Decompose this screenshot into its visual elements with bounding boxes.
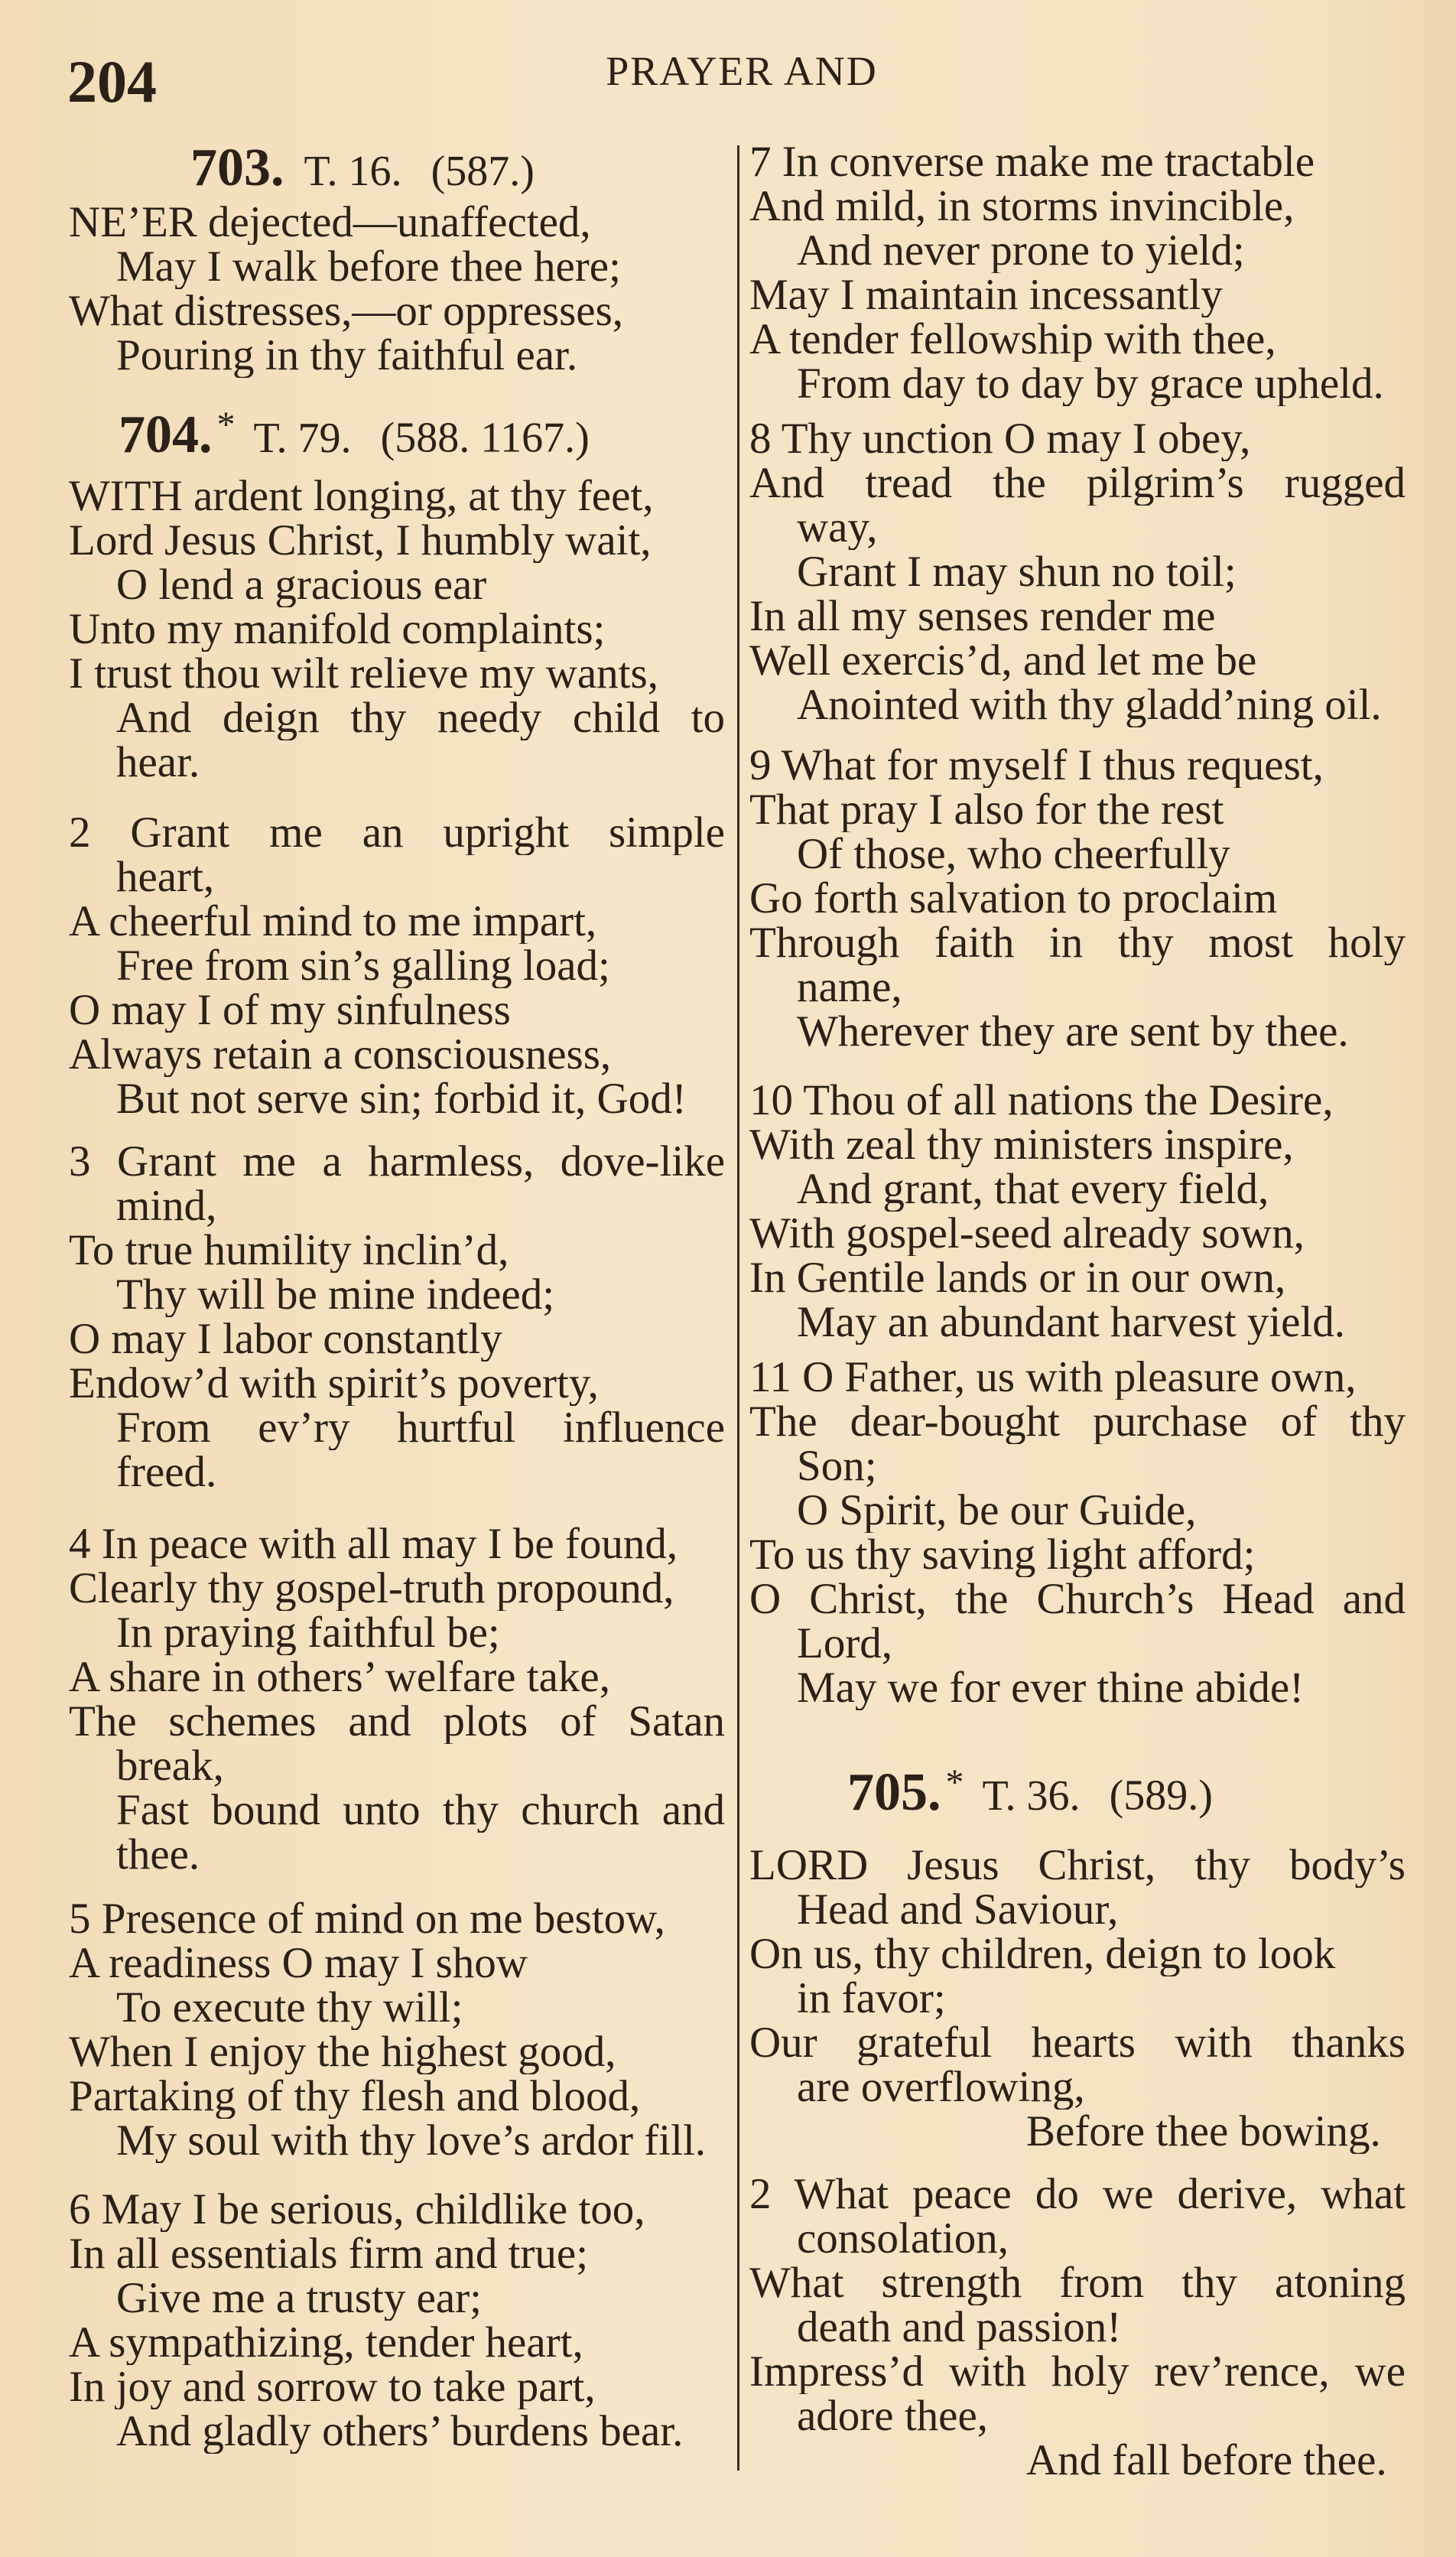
hymn-header-704 — [119, 404, 590, 466]
verse-line: With gospel-seed already sown, — [749, 1212, 1305, 1256]
verse-line: Always retain a consciousness, — [69, 1033, 612, 1077]
verse-line: O may I labor constantly — [69, 1317, 502, 1361]
verse-line: WITH ardent longing, at thy feet, — [69, 474, 654, 519]
verse-line: On us, thy children, deign to look — [749, 1932, 1336, 1976]
hymn-number: 704. — [119, 405, 213, 464]
verse-line: In joy and sorrow to take part, — [69, 2365, 596, 2409]
page-number: 204 — [67, 48, 157, 115]
verse-line: In all essentials firm and true; — [69, 2232, 589, 2276]
verse-line: 10 Thou of all nations the Desire, — [749, 1078, 1334, 1123]
verse-line: Give me a trusty ear; — [116, 2276, 482, 2321]
verse-line: O lend a gracious ear — [116, 563, 487, 607]
stanza — [749, 1843, 1406, 2154]
verse-line: A tender fellowship with thee, — [749, 317, 1276, 362]
verse-line: death and passion! — [797, 2305, 1122, 2350]
verse-line: From ev’ry hurtful influence — [116, 1406, 725, 1450]
hymn-header-705 — [847, 1762, 1213, 1823]
verse-line: O Spirit, be our Guide, — [797, 1488, 1197, 1533]
verse-line: Lord, — [797, 1622, 893, 1666]
verse-line: May we for ever thine abide! — [797, 1666, 1305, 1710]
verse-line: Partaking of thy flesh and blood, — [69, 2074, 641, 2119]
stanza — [69, 200, 725, 378]
verse-line: break, — [116, 1744, 224, 1788]
stanza — [749, 1078, 1406, 1345]
verse-line: 4 In peace with all may I be found, — [69, 1522, 678, 1566]
tune-number: T. 79. — [253, 414, 352, 462]
verse-line: 2 Grant me an upright simple — [69, 811, 725, 855]
verse-line: Endow’d with spirit’s poverty, — [69, 1361, 599, 1406]
verse-line: Thy will be mine indeed; — [116, 1273, 555, 1317]
verse-line: Son; — [797, 1444, 877, 1488]
verse-line: And gladly others’ burdens bear. — [116, 2409, 684, 2454]
verse-line: To us thy saving light afford; — [749, 1533, 1256, 1577]
verse-line: Well exercis’d, and let me be — [749, 639, 1257, 683]
verse-line: But not serve sin; forbid it, God! — [116, 1077, 687, 1121]
verse-line: A sympathizing, tender heart, — [69, 2321, 583, 2365]
verse-line: I trust thou wilt relieve my wants, — [69, 652, 658, 696]
verse-line: way, — [797, 506, 878, 550]
verse-line: When I enjoy the highest good, — [69, 2030, 616, 2074]
running-head: PRAYER AND — [606, 48, 878, 94]
column-divider — [737, 145, 739, 2471]
verse-line: 5 Presence of mind on me bestow, — [69, 1897, 665, 1941]
verse-line: Pouring in thy faithful ear. — [116, 333, 578, 378]
verse-line: NE’ER dejected—unaffected, — [69, 200, 591, 245]
verse-line: A cheerful mind to me impart, — [69, 900, 597, 944]
hymn-number: 705. — [847, 1762, 941, 1822]
stanza — [749, 1355, 1406, 1710]
verse-line: O may I of my sinfulness — [69, 988, 511, 1033]
verse-line: 6 May I be serious, childlike too, — [69, 2188, 645, 2232]
verse-line: Of those, who cheerfully — [797, 832, 1230, 877]
verse-line: The schemes and plots of Satan — [69, 1700, 725, 1744]
asterisk-mark: * — [945, 1762, 964, 1803]
verse-line: 7 In converse make me tractable — [749, 140, 1315, 184]
verse-line: 9 What for myself I thus request, — [749, 743, 1324, 788]
stanza — [69, 2188, 725, 2454]
verse-line: And fall before thee. — [1026, 2438, 1387, 2483]
verse-line: Wherever they are sent by thee. — [797, 1010, 1349, 1054]
verse-line: That pray I also for the rest — [749, 788, 1224, 832]
verse-line: Through faith in thy most holy — [749, 921, 1406, 965]
hymn-reference: (587.) — [431, 148, 535, 195]
verse-line: are overflowing, — [797, 2065, 1085, 2110]
stanza — [69, 1897, 725, 2163]
verse-line: name, — [797, 965, 902, 1010]
stanza — [749, 2172, 1406, 2483]
verse-line: 3 Grant me a harmless, dove-like — [69, 1140, 725, 1184]
verse-line: And never prone to yield; — [797, 229, 1245, 273]
tune-number: T. 16. — [304, 148, 402, 195]
verse-line: Unto my manifold complaints; — [69, 607, 606, 652]
verse-line: A readiness O may I show — [69, 1941, 528, 1986]
verse-line: Free from sin’s galling load; — [116, 944, 610, 988]
verse-line: Go forth salvation to proclaim — [749, 877, 1278, 921]
stanza — [69, 474, 725, 785]
hymn-number: 703. — [190, 138, 284, 197]
stanza — [749, 140, 1406, 406]
verse-line: In Gentile lands or in our own, — [749, 1256, 1286, 1300]
verse-line: Anointed with thy gladd’ning oil. — [797, 683, 1382, 727]
verse-line: mind, — [116, 1184, 217, 1228]
tune-number: T. 36. — [982, 1771, 1081, 1820]
verse-line: Impress’d with holy rev’rence, we — [749, 2350, 1406, 2394]
verse-line: Head and Saviour, — [797, 1888, 1119, 1932]
stanza — [69, 811, 725, 1121]
verse-line: In praying faithful be; — [116, 1611, 500, 1655]
verse-line: consolation, — [797, 2217, 1009, 2261]
verse-line: heart, — [116, 855, 215, 900]
asterisk-mark: * — [216, 405, 236, 445]
hymn-reference: (588. 1167.) — [380, 414, 590, 462]
verse-line: With zeal thy ministers inspire, — [749, 1123, 1294, 1167]
verse-line: From day to day by grace upheld. — [797, 362, 1384, 406]
verse-line: May I walk before thee here; — [116, 245, 621, 289]
verse-line: Grant I may shun no toil; — [797, 550, 1237, 594]
verse-line: A share in others’ welfare take, — [69, 1655, 610, 1700]
verse-line: What strength from thy atoning — [749, 2261, 1406, 2305]
verse-line: In all my senses render me — [749, 594, 1216, 639]
verse-line: And mild, in storms invincible, — [749, 184, 1295, 229]
verse-line: Our grateful hearts with thanks — [749, 2021, 1406, 2065]
stanza — [749, 417, 1406, 727]
verse-line: freed. — [116, 1450, 217, 1495]
stanza — [749, 743, 1406, 1054]
verse-line: in favor; — [797, 1976, 946, 2021]
verse-line: thee. — [116, 1833, 200, 1877]
verse-line: To execute thy will; — [116, 1986, 463, 2030]
verse-line: Fast bound unto thy church and — [116, 1788, 725, 1833]
verse-line: Before thee bowing. — [1026, 2110, 1381, 2154]
hymn-reference: (589.) — [1109, 1771, 1213, 1820]
verse-line: adore thee, — [797, 2394, 989, 2438]
verse-line: LORD Jesus Christ, thy body’s — [749, 1843, 1406, 1888]
verse-line: Lord Jesus Christ, I humbly wait, — [69, 519, 652, 563]
verse-line: May an abundant harvest yield. — [797, 1300, 1346, 1345]
verse-line: And deign thy needy child to — [116, 696, 725, 740]
verse-line: And grant, that every field, — [797, 1167, 1269, 1212]
verse-line: 8 Thy unction O may I obey, — [749, 417, 1251, 461]
verse-line: To true humility inclin’d, — [69, 1228, 509, 1273]
verse-line: Clearly thy gospel-truth propound, — [69, 1566, 674, 1611]
verse-line: 2 What peace do we derive, what — [749, 2172, 1406, 2217]
verse-line: What distresses,—or oppresses, — [69, 289, 624, 333]
verse-line: 11 O Father, us with pleasure own, — [749, 1355, 1357, 1400]
stanza — [69, 1522, 725, 1877]
verse-line: O Christ, the Church’s Head and — [749, 1577, 1406, 1622]
hymn-header-703 — [190, 138, 535, 199]
verse-line: My soul with thy love’s ardor fill. — [116, 2119, 707, 2163]
verse-line: The dear-bought purchase of thy — [749, 1400, 1406, 1444]
verse-line: hear. — [116, 740, 200, 785]
stanza — [69, 1140, 725, 1495]
verse-line: And tread the pilgrim’s rugged — [749, 461, 1406, 506]
verse-line: May I maintain incessantly — [749, 273, 1223, 317]
